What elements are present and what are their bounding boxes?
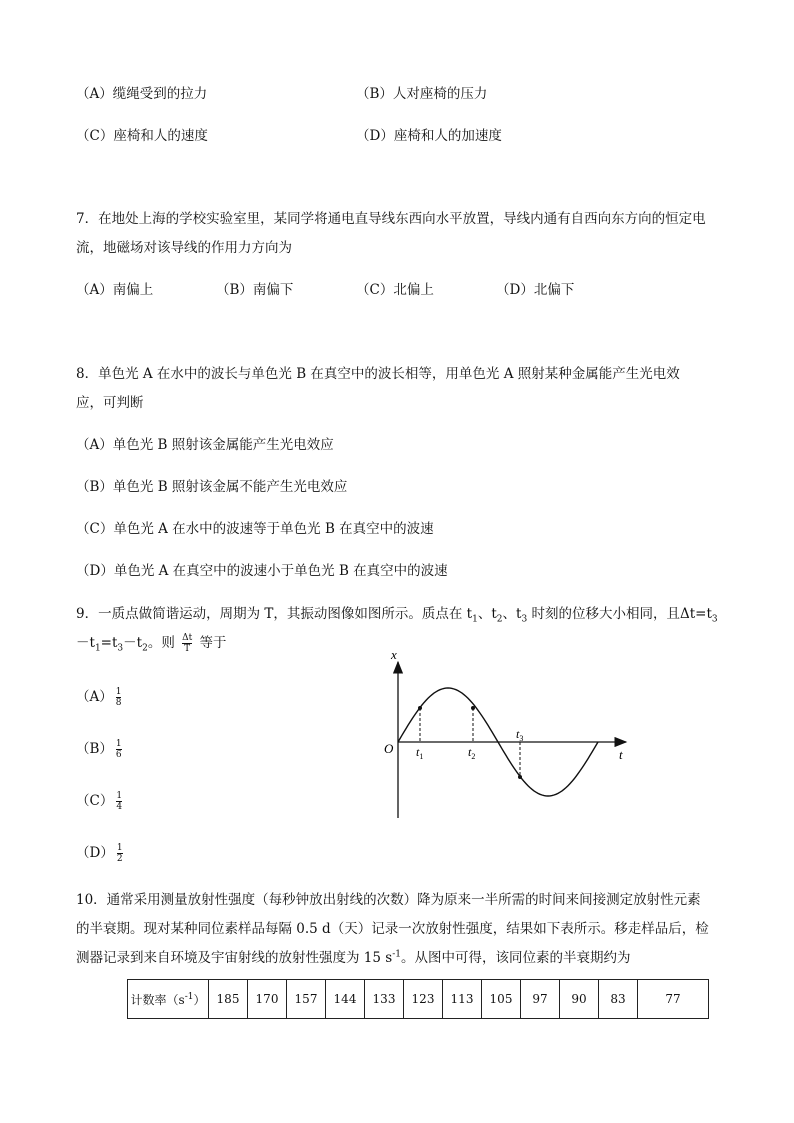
table-cell: 144 <box>326 980 365 1019</box>
q7-option-d: （D）北偏下 <box>496 282 575 298</box>
q7-option-b: （B）南偏下 <box>216 282 294 298</box>
q6-option-d: （D）座椅和人的加速度 <box>356 128 502 144</box>
table-cell: 133 <box>365 980 404 1019</box>
table-cell: 105 <box>482 980 521 1019</box>
table-cell: 185 <box>209 980 248 1019</box>
q10-stem-line1: 10．通常采用测量放射性强度（每秒钟放出射线的次数）降为原来一半所需的时间来间接测定放射性元素 <box>76 892 701 908</box>
q10-stem-line2: 的半衰期。现对某种同位素样品每隔 0.5 d（天）记录一次放射性强度，结果如下表所示。移走样品后，检 <box>76 921 709 937</box>
t1-label: $t_1$ <box>416 745 424 761</box>
q8-stem-line2: 应，可判断 <box>76 395 144 411</box>
q9-option-d: （D） $\frac{1}{2}$ <box>76 843 123 864</box>
q6-option-b: （B）人对座椅的压力 <box>356 86 488 102</box>
table-cell: 90 <box>560 980 599 1019</box>
t2-label: $t_2$ <box>468 745 476 761</box>
q6-option-c: （C）座椅和人的速度 <box>76 128 208 144</box>
t3-label: $t_3$ <box>516 727 524 743</box>
table-cell: 157 <box>287 980 326 1019</box>
table-header-cell: 计数率$(s^{-1})$ <box>128 980 209 1019</box>
t3-point <box>518 775 522 779</box>
table-cell: 113 <box>443 980 482 1019</box>
q8-option-b: （B）单色光 B 照射该金属不能产生光电效应 <box>76 479 348 495</box>
q9-stem-line2: $-t_1=t_3-t_2$。则 $\frac{\Delta t}{T}$ 等于 <box>76 633 227 654</box>
q10-stem-line3: 测器记录到来自环境及宇宙射线的放射性强度为 15 $s^{-1}$。从图中可得，该同位素的半衰期约为 <box>76 949 631 966</box>
origin-label: O <box>384 741 394 756</box>
q6-option-a: （A）缆绳受到的拉力 <box>76 86 208 102</box>
q7-option-a: （A）南偏上 <box>76 282 154 298</box>
q9-option-c: （C） $\frac{1}{4}$ <box>76 791 123 812</box>
q7-stem-line1: 7．在地处上海的学校实验室里，某同学将通电直导线东西向水平放置，导线内通有自西向东方向的恒定电 <box>76 211 706 227</box>
x-axis-label: t <box>619 747 623 762</box>
t1-point <box>418 706 422 710</box>
q8-option-c: （C）单色光 A 在水中的波速等于单色光 B 在真空中的波速 <box>76 521 434 537</box>
table-cell: 77 <box>638 980 709 1019</box>
q8-option-a: （A）单色光 B 照射该金属能产生光电效应 <box>76 437 334 453</box>
q9-option-b: （B） $\frac{1}{6}$ <box>76 739 122 760</box>
table-cell: 97 <box>521 980 560 1019</box>
q7-option-c: （C）北偏上 <box>356 282 434 298</box>
q9-stem-line1: 9．一质点做简谐运动，周期为 T，其振动图像如图所示。质点在 $t_1$、$t_2$、$t_3$ 时刻的位移大小相同，且$\Delta t=t_3$ <box>76 606 718 625</box>
table-cell: 83 <box>599 980 638 1019</box>
count-rate-table <box>127 979 709 1019</box>
table-row <box>128 980 709 1019</box>
t2-point <box>471 706 475 710</box>
q8-stem-line1: 8．单色光 A 在水中的波长与单色光 B 在真空中的波长相等，用单色光 A 照射某种金属能产生光电效 <box>76 366 680 382</box>
y-axis-label: x <box>391 647 397 662</box>
q9-option-a: （A） $\frac{1}{8}$ <box>76 687 122 708</box>
q8-option-d: （D）单色光 A 在真空中的波速小于单色光 B 在真空中的波速 <box>76 563 448 579</box>
table-cell: 123 <box>404 980 443 1019</box>
table-cell: 170 <box>248 980 287 1019</box>
delta-t-over-T-fraction: $\frac{\Delta t}{T}$ <box>182 633 193 654</box>
q7-stem-line2: 流，地磁场对该导线的作用力方向为 <box>76 240 292 256</box>
